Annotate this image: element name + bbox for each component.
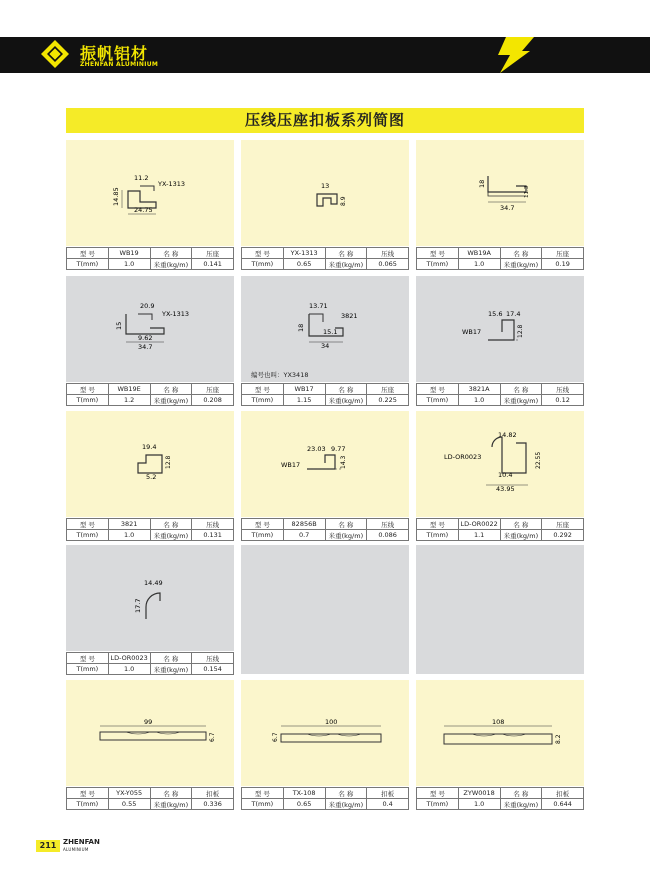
spec-label: 名 称 (150, 248, 192, 259)
footer-brand: ZHENFAN (63, 838, 100, 846)
profile-drawing-ld-or0023 (66, 545, 234, 651)
spec-label: 米重(kg/m) (150, 799, 192, 810)
dim-text: 22.55 (535, 451, 542, 469)
model-value: WB19 (108, 248, 150, 259)
dim-text: 8.9 (340, 196, 347, 206)
weight-value: 0.065 (367, 259, 409, 270)
spec-label: 型 号 (67, 788, 109, 799)
model-value: 3821 (108, 519, 150, 530)
dim-text: 34.7 (500, 204, 515, 212)
product-card-3821 (66, 411, 234, 540)
thickness-value: 1.0 (108, 259, 150, 270)
dim-text: 17.4 (506, 310, 521, 318)
dim-text: 9.62 (138, 334, 153, 342)
profile-drawing-panel (241, 140, 409, 246)
dim-text: 19.4 (142, 443, 157, 451)
product-card-yx-y055 (66, 680, 234, 809)
dim-text: WB17 (281, 461, 301, 469)
profile-drawing-panel (416, 411, 584, 517)
profile-drawing-wb17 (241, 276, 409, 382)
model-value: TX-108 (283, 788, 325, 799)
spec-label: 米重(kg/m) (500, 530, 542, 541)
dim-text: 24.75 (134, 206, 153, 214)
dim-text: 14.85 (112, 187, 120, 206)
lightning-bolt-icon (486, 37, 534, 73)
dim-text: 13.71 (309, 302, 328, 310)
spec-table (66, 247, 234, 270)
spec-label: 米重(kg/m) (500, 395, 542, 406)
spec-label: 型 号 (67, 384, 109, 395)
dim-text: WB17 (462, 328, 482, 336)
product-card-ld-or0022 (416, 411, 584, 540)
dim-text: 15.1 (323, 328, 338, 336)
spec-label: 型 号 (67, 519, 109, 530)
spec-label: 米重(kg/m) (150, 530, 192, 541)
dim-text: 34 (321, 342, 330, 350)
spec-table (416, 787, 584, 810)
spec-label: 名 称 (325, 248, 367, 259)
dim-text: 99 (144, 718, 153, 726)
name-value: 压座 (192, 248, 234, 259)
profile-drawing-3821a (416, 276, 584, 382)
spec-label: 米重(kg/m) (325, 530, 367, 541)
model-value: 82856B (283, 519, 325, 530)
profile-drawing-tx-108 (241, 680, 409, 786)
product-card-wb19e (66, 276, 234, 405)
spec-label: 米重(kg/m) (325, 259, 367, 270)
thickness-value: 0.65 (283, 259, 325, 270)
name-value: 扣板 (192, 788, 234, 799)
spec-table (66, 652, 234, 675)
dim-text: 6.7 (209, 732, 216, 742)
weight-value: 0.336 (192, 799, 234, 810)
profile-drawing-panel (241, 411, 409, 517)
spec-label: 型 号 (242, 788, 284, 799)
weight-value: 0.131 (192, 530, 234, 541)
spec-label: T(mm) (417, 530, 459, 541)
spec-label: 米重(kg/m) (150, 664, 192, 675)
spec-label: 型 号 (417, 519, 459, 530)
spec-table (416, 518, 584, 541)
profile-drawing-zyw0018 (416, 680, 584, 786)
profile-drawing-3821 (66, 411, 234, 517)
name-value: 压座 (367, 384, 409, 395)
alias-note: 编号也叫：YX3418 (251, 371, 309, 379)
profile-drawing-wb19 (66, 140, 234, 246)
dim-text: 34.7 (138, 343, 153, 351)
thickness-value: 1.0 (108, 530, 150, 541)
profile-drawing-panel (66, 140, 234, 246)
spec-label: 米重(kg/m) (325, 799, 367, 810)
model-value: WB19A (458, 248, 500, 259)
spec-label: 名 称 (325, 384, 367, 395)
spec-label: 型 号 (417, 788, 459, 799)
weight-value: 0.644 (542, 799, 584, 810)
spec-label: 型 号 (417, 248, 459, 259)
dim-text: 11.3 (524, 185, 530, 198)
product-card-zyw0018 (416, 680, 584, 809)
spec-label: T(mm) (67, 395, 109, 406)
dim-text: 14.3 (340, 455, 347, 469)
dim-text: 15.6 (488, 310, 503, 318)
spec-label: 名 称 (500, 248, 542, 259)
name-value: 压线 (542, 384, 584, 395)
dim-text: 5.2 (146, 473, 157, 481)
profile-drawing-panel (416, 140, 584, 246)
dim-text: 100 (325, 718, 338, 726)
profile-drawing-wb19e (66, 276, 234, 382)
dim-text: 20.9 (140, 302, 155, 310)
footer-brand-sub: ALUMINIUM (63, 847, 89, 852)
profile-drawing-panel (66, 545, 234, 651)
profile-drawing-ld-or0022 (416, 411, 584, 517)
dim-text: 15 (115, 321, 123, 330)
spec-label: 名 称 (500, 384, 542, 395)
dim-text: 12.8 (517, 324, 524, 338)
profile-drawing-82856b (241, 411, 409, 517)
model-value: ZYW0018 (458, 788, 500, 799)
dim-text: 108 (492, 718, 505, 726)
spec-label: 名 称 (150, 519, 192, 530)
product-card-wb17 (241, 276, 409, 405)
spec-table (241, 383, 409, 406)
product-card-ld-or0023 (66, 545, 234, 674)
dim-text: 10.4 (498, 471, 513, 479)
spec-label: 名 称 (150, 653, 192, 664)
weight-value: 0.19 (542, 259, 584, 270)
spec-label: 米重(kg/m) (500, 799, 542, 810)
weight-value: 0.12 (542, 395, 584, 406)
spec-label: 型 号 (242, 519, 284, 530)
spec-label: 型 号 (67, 248, 109, 259)
spec-table (416, 383, 584, 406)
model-value: WB19E (108, 384, 150, 395)
weight-value: 0.086 (367, 530, 409, 541)
name-value: 压座 (542, 519, 584, 530)
profile-drawing-yx-y055 (66, 680, 234, 786)
spec-label: 型 号 (417, 384, 459, 395)
spec-label: 米重(kg/m) (500, 259, 542, 270)
dim-text: 23.03 (307, 445, 326, 453)
profile-drawing-panel (416, 680, 584, 786)
spec-table (66, 383, 234, 406)
thickness-value: 1.0 (458, 799, 500, 810)
spec-label: 米重(kg/m) (150, 395, 192, 406)
spec-label: T(mm) (242, 395, 284, 406)
weight-value: 0.225 (367, 395, 409, 406)
spec-label: 米重(kg/m) (325, 395, 367, 406)
profile-drawing-panel (66, 411, 234, 517)
spec-label: T(mm) (67, 259, 109, 270)
profile-drawing-panel (241, 276, 409, 382)
dim-text: 6.7 (272, 732, 279, 742)
model-value: 3821A (458, 384, 500, 395)
name-value: 压线 (367, 248, 409, 259)
spec-label: 型 号 (242, 248, 284, 259)
dim-text: 11.2 (134, 174, 149, 182)
zhenfan-logo-icon (40, 39, 70, 69)
spec-label: 型 号 (67, 653, 109, 664)
spec-label: 名 称 (325, 788, 367, 799)
profile-drawing-panel (66, 276, 234, 382)
dim-text: LD-OR0023 (444, 453, 482, 461)
thickness-value: 1.2 (108, 395, 150, 406)
dim-text: 3821 (341, 312, 358, 320)
profile-drawing-wb19a (416, 140, 584, 246)
brand-name-cn: 振帆铝材 (80, 44, 149, 63)
dim-text: 18 (297, 323, 305, 332)
name-value: 扣板 (367, 788, 409, 799)
page-title: 压线压座扣板系列简图 (66, 108, 584, 133)
spec-table (416, 247, 584, 270)
spec-label: 名 称 (500, 519, 542, 530)
profile-drawing-panel (416, 276, 584, 382)
spec-label: T(mm) (67, 530, 109, 541)
name-value: 压座 (192, 384, 234, 395)
name-value: 压线 (192, 653, 234, 664)
spec-table (241, 787, 409, 810)
product-card-tx-108 (241, 680, 409, 809)
thickness-value: 1.0 (458, 395, 500, 406)
spec-label: T(mm) (417, 395, 459, 406)
spec-label: T(mm) (67, 664, 109, 675)
dim-text: 14.49 (144, 579, 163, 587)
dim-text: 14.82 (498, 431, 517, 439)
weight-value: 0.141 (192, 259, 234, 270)
dim-text: 18 (478, 179, 486, 188)
name-value: 压线 (192, 519, 234, 530)
spec-label: 名 称 (500, 788, 542, 799)
empty-panel (241, 545, 409, 674)
spec-table (241, 518, 409, 541)
spec-label: 型 号 (242, 384, 284, 395)
product-card-wb19a (416, 140, 584, 269)
dim-text: YX-1313 (158, 180, 185, 188)
spec-label: 名 称 (325, 519, 367, 530)
model-value: LD-OR0022 (458, 519, 500, 530)
product-card-wb19 (66, 140, 234, 269)
spec-label: T(mm) (417, 799, 459, 810)
dim-text: 43.95 (496, 485, 515, 493)
dim-text: YX-1313 (162, 310, 189, 318)
spec-label: T(mm) (417, 259, 459, 270)
weight-value: 0.292 (542, 530, 584, 541)
dim-text: 12.8 (165, 455, 172, 469)
spec-label: T(mm) (67, 799, 109, 810)
model-value: YX-Y055 (108, 788, 150, 799)
thickness-value: 0.55 (108, 799, 150, 810)
model-value: LD-OR0023 (108, 653, 150, 664)
dim-text: 13 (321, 182, 330, 190)
spec-label: 名 称 (150, 788, 192, 799)
spec-table (241, 247, 409, 270)
model-value: YX-1313 (283, 248, 325, 259)
thickness-value: 1.0 (108, 664, 150, 675)
product-card-3821a (416, 276, 584, 405)
page-number: 211 (36, 840, 60, 852)
weight-value: 0.154 (192, 664, 234, 675)
spec-label: T(mm) (242, 259, 284, 270)
spec-table (66, 787, 234, 810)
profile-drawing-panel (66, 680, 234, 786)
dim-text: 17.7 (134, 598, 142, 613)
empty-panel (416, 545, 584, 674)
model-value: WB17 (283, 384, 325, 395)
spec-label: T(mm) (242, 799, 284, 810)
thickness-value: 0.65 (283, 799, 325, 810)
brand-name-en: ZHENFAN ALUMINIUM (80, 61, 159, 68)
name-value: 压座 (542, 248, 584, 259)
spec-label: 米重(kg/m) (150, 259, 192, 270)
product-card-82856b (241, 411, 409, 540)
thickness-value: 1.15 (283, 395, 325, 406)
profile-drawing-panel (241, 680, 409, 786)
spec-table (66, 518, 234, 541)
weight-value: 0.208 (192, 395, 234, 406)
spec-label: 名 称 (150, 384, 192, 395)
product-card-yx1313 (241, 140, 409, 269)
weight-value: 0.4 (367, 799, 409, 810)
thickness-value: 0.7 (283, 530, 325, 541)
thickness-value: 1.1 (458, 530, 500, 541)
dim-text: 9.77 (331, 445, 346, 453)
profile-drawing-yx1313 (241, 140, 409, 246)
name-value: 扣板 (542, 788, 584, 799)
dim-text: 8.2 (555, 734, 562, 744)
name-value: 压线 (367, 519, 409, 530)
thickness-value: 1.0 (458, 259, 500, 270)
spec-label: T(mm) (242, 530, 284, 541)
